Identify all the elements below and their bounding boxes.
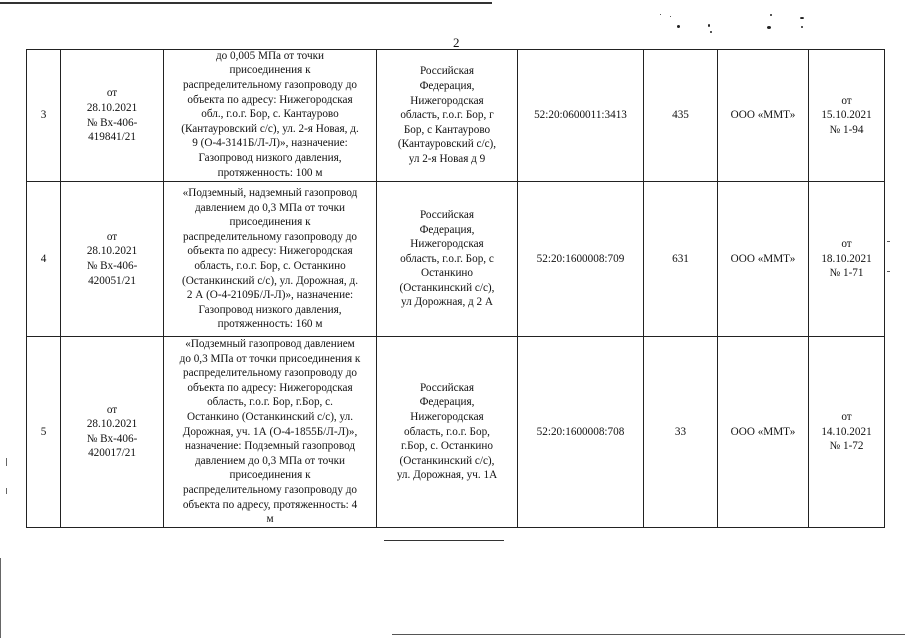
decision-ref-cell xyxy=(809,182,885,337)
table-body xyxy=(27,50,885,528)
row-number-cell xyxy=(27,50,61,182)
scan-speck xyxy=(708,24,710,27)
object-description-cell xyxy=(164,50,377,182)
scan-speck xyxy=(801,26,803,28)
incoming-ref-text: от 28.10.2021 № Вх-406- 420051/21 xyxy=(86,230,138,287)
decision-ref-text: от 14.10.2021 № 1-72 xyxy=(821,410,872,453)
cadastral-number-cell xyxy=(518,182,644,337)
scan-margin-mark xyxy=(887,241,890,242)
cadastral-number-text: 52:20:1600008:708 xyxy=(536,425,625,438)
organization-cell xyxy=(718,337,809,528)
scan-speck xyxy=(660,14,661,15)
area-text: 435 xyxy=(672,109,689,122)
scan-specks xyxy=(652,14,812,42)
row-number-text: 4 xyxy=(40,252,47,265)
object-description-text: «Подземный газопровод давлением до 0,3 МПа от точки присоединения к распределительному газопроводу до объекта по адресу: Нижегородская область, г.о.г. Бор, г.Бор, с. Останкино (Останкинский с/с), ул. Дорожная, уч. 1А (О-4-1855Б/Л-Л)», назначение: Подземный газопровод давлением до 0,3 МПа от точки присоединения к распределительному газопроводу до объекта по адресу, протяженность: 4 м xyxy=(179,338,361,526)
page-number: 2 xyxy=(453,35,460,50)
scan-speck xyxy=(677,25,680,28)
address-text: Российская Федерация, Нижегородская область, г.о.г. Бор, г Бор, с Кантаурово (Кантауровский с/с), ул 2-я Новая д 9 xyxy=(397,65,497,165)
incoming-ref-cell xyxy=(61,182,164,337)
scan-margin-mark xyxy=(0,558,1,638)
decision-ref-cell xyxy=(809,50,885,182)
organization-text: ООО «ММТ» xyxy=(730,109,796,122)
cadastral-number-cell xyxy=(518,337,644,528)
row-number-text: 3 xyxy=(40,109,47,122)
decision-ref-text: от 18.10.2021 № 1-71 xyxy=(821,238,872,280)
scan-margin-mark xyxy=(6,458,7,466)
scan-speck xyxy=(710,31,712,33)
object-description-cell xyxy=(164,337,377,528)
row-number-text: 5 xyxy=(40,425,47,438)
incoming-ref-text: от 28.10.2021 № Вх-406- 420017/21 xyxy=(86,403,138,460)
cadastral-number-cell xyxy=(518,50,644,182)
scan-speck xyxy=(770,14,772,16)
organization-cell xyxy=(718,182,809,337)
end-rule xyxy=(384,540,504,541)
area-text: 631 xyxy=(672,252,689,265)
row-number-cell xyxy=(27,182,61,337)
decision-ref-text: от 15.10.2021 № 1-94 xyxy=(821,94,872,136)
organization-cell xyxy=(718,50,809,182)
address-cell xyxy=(377,182,518,337)
address-text: Российская Федерация, Нижегородская область, г.о.г. Бор, г.Бор, с. Останкино (Останкинский с/с), ул. Дорожная, уч. 1А xyxy=(396,381,498,482)
table-row xyxy=(27,182,885,337)
footer-rule xyxy=(392,634,905,635)
address-cell xyxy=(377,50,518,182)
cadastral-number-text: 52:20:0600011:3413 xyxy=(534,109,627,122)
object-description-cell xyxy=(164,182,377,337)
register-table xyxy=(26,49,885,528)
organization-text: ООО «ММТ» xyxy=(730,425,796,438)
table-row xyxy=(27,337,885,528)
object-description-text: «Подземный, надземный газопровод давлением до 0,3 МПа от точки присоединения к распределительному газопроводу до объекта по адресу: Нижегородская область, г.о.г. Бор, с. Останкино (Останкинский с/с), ул. Дорожная, д. 2 А (О-4-2109Б/Л-Л)», назначение: Газопровод низкого давления, протяженность: 160 м xyxy=(181,187,358,331)
scan-speck xyxy=(670,16,671,17)
cadastral-number-text: 52:20:1600008:709 xyxy=(536,252,625,265)
address-cell xyxy=(377,337,518,528)
organization-text: ООО «ММТ» xyxy=(730,252,796,265)
scan-speck xyxy=(800,17,804,19)
area-cell xyxy=(644,337,718,528)
address-text: Российская Федерация, Нижегородская область, г.о.г. Бор, с Останкино (Останкинский с/с), ул Дорожная, д 2 А xyxy=(399,208,495,309)
incoming-ref-cell xyxy=(61,50,164,182)
area-cell xyxy=(644,50,718,182)
scan-margin-mark xyxy=(6,488,7,494)
scan-margin-mark xyxy=(887,271,890,272)
decision-ref-cell xyxy=(809,337,885,528)
area-cell xyxy=(644,182,718,337)
area-text: 33 xyxy=(674,425,687,438)
incoming-ref-cell xyxy=(61,337,164,528)
top-rule xyxy=(0,2,492,4)
table-row xyxy=(27,50,885,182)
scan-speck xyxy=(767,26,771,29)
row-number-cell xyxy=(27,337,61,528)
incoming-ref-text: от 28.10.2021 № Вх-406- 419841/21 xyxy=(86,87,138,144)
object-description-text: до 0,005 МПа от точки присоединения к распределительному газопроводу до объекта по адресу: Нижегородская обл., г.о.г. Бор, с. Кантаурово (Кантауровский с/с), ул. 2-я Новая, д. 9 (О-4-3141Б/Л-Л)», назначение: Газопровод низкого давления, протяженность: 100 м xyxy=(181,49,359,179)
